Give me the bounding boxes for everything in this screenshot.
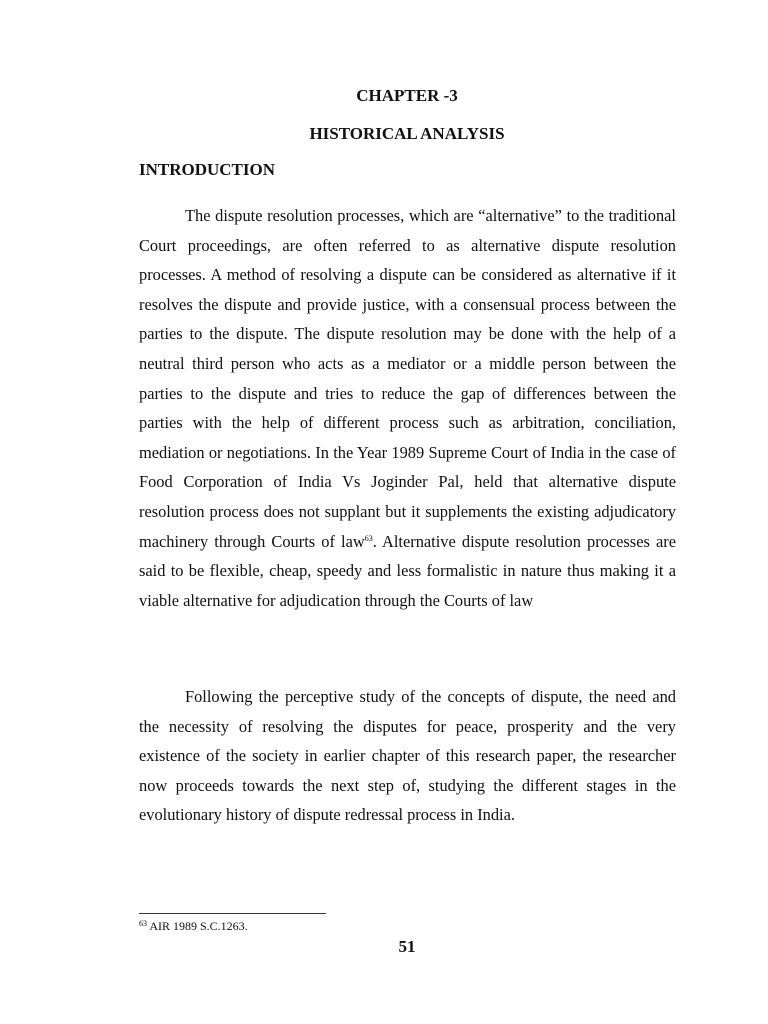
paragraph-2-text: Following the perceptive study of the concepts of dispute, the need and the necessity of resolving the disputes for peace, prosperity and the very existence of the society in earlier chapter of this research paper, the researcher now proceeds towards the next step of, studying the different stages in the evolutionary history of dispute redressal process in India. [139, 687, 676, 825]
footnote-number: 63 [139, 919, 147, 928]
footnote-divider [139, 913, 326, 914]
section-heading: INTRODUCTION [139, 160, 276, 179]
footnote [139, 919, 248, 934]
chapter-label: CHAPTER -3 [356, 86, 458, 105]
chapter-title: HISTORICAL ANALYSIS [309, 124, 505, 143]
footnote-reference[interactable]: 63 [364, 533, 373, 543]
paragraph-2 [139, 682, 676, 830]
footnote-text: AIR 1989 S.C.1263. [147, 919, 248, 933]
paragraph-1-text-after-ref: . Alternative dispute resolution processes are said to be flexible, cheap, speedy and less formalistic in nature thus making it a viable alternative for adjudication through the Courts of law [139, 531, 676, 610]
page-number: 51 [398, 937, 416, 956]
paragraph-1 [139, 201, 676, 615]
paragraph-1-text-before-ref: The dispute resolution processes, which are “alternative” to the traditional Court proceedings, are often referred to as alternative dispute resolution processes. A method of resolving a dispute can be considered as alternative if it resolves the dispute and provide justice, with a consensual process between the parties to the dispute. The dispute resolution may be done with the help of a neutral third person who acts as a mediator or a middle person between the parties to the dispute and tries to reduce the gap of differences between the parties with the help of different process such as arbitration, conciliation, mediation or negotiations. In the Year 1989 Supreme Court of India in the case of Food Corporation of India Vs Joginder Pal, held that alternative dispute resolution process does not supplant but it supplements the existing adjudicatory machinery through Courts of law [139, 206, 676, 551]
